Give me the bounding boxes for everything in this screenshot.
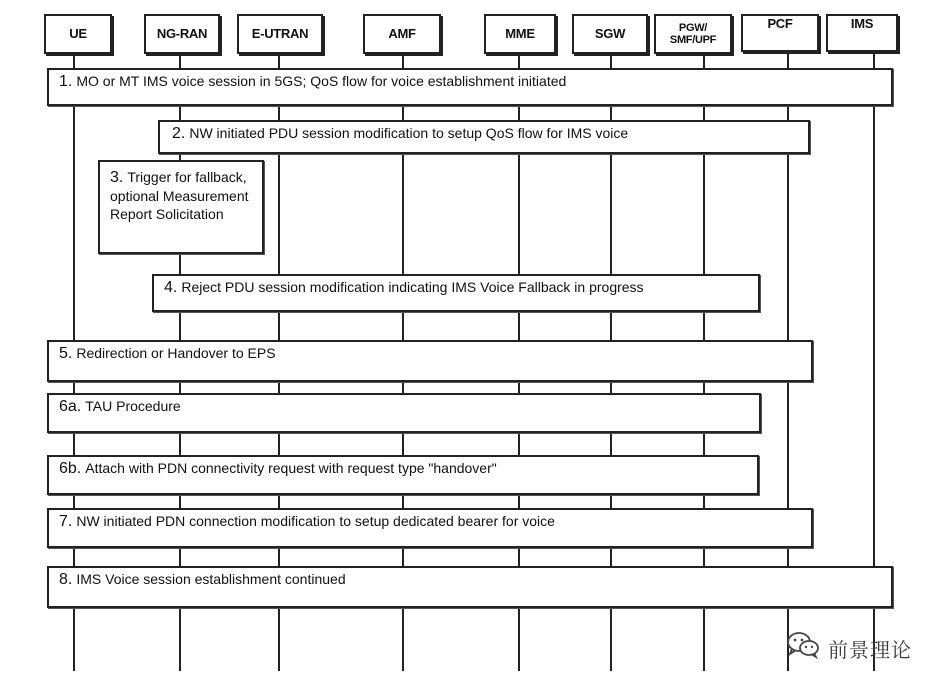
step-2 [158, 120, 810, 154]
step-6b [47, 455, 759, 495]
entity-mme-label: MME [505, 26, 535, 41]
step-number: 5. [59, 345, 73, 362]
step-number: 6a. [59, 398, 82, 415]
entity-ims [826, 14, 898, 52]
step-number: 7. [59, 513, 73, 530]
watermark [786, 631, 912, 665]
step-5 [47, 340, 813, 382]
entity-pcf-label: PCF [767, 16, 793, 31]
step-number: 8. [59, 571, 73, 588]
step-4 [152, 274, 760, 312]
entity-sgw [572, 14, 648, 54]
watermark-text: 前景理论 [828, 639, 912, 662]
step-text: TAU Procedure [85, 398, 181, 414]
step-text: MO or MT IMS voice session in 5GS; QoS flow for voice establishment initiated [76, 73, 567, 89]
step-number: 3. [110, 169, 124, 186]
step-number: 6b. [59, 460, 82, 477]
step-number: 1. [59, 73, 73, 90]
step-3 [98, 160, 264, 254]
entity-eutran [237, 14, 323, 54]
entity-pcf [741, 14, 819, 52]
entity-eutran-label: E-UTRAN [251, 26, 309, 41]
entity-ims-label: IMS [850, 16, 874, 31]
entity-ue [44, 14, 112, 54]
step-text: Redirection or Handover to EPS [76, 345, 276, 361]
step-text: IMS Voice session establishment continued [76, 571, 346, 587]
step-7 [47, 508, 813, 548]
entity-amf-label: AMF [388, 26, 416, 41]
step-number: 2. [172, 125, 186, 142]
entity-mme [484, 14, 556, 54]
entity-ngran [144, 14, 220, 54]
entity-ngran-label: NG-RAN [156, 26, 208, 41]
step-text: Attach with PDN connectivity request with request type "handover" [85, 460, 497, 476]
step-text: NW initiated PDU session modification to setup QoS flow for IMS voice [189, 125, 629, 141]
entity-amf [363, 14, 441, 54]
entity-sgw-label: SGW [594, 26, 626, 41]
step-1 [47, 68, 893, 106]
step-number: 4. [164, 279, 178, 296]
step-text: Trigger for fallback, optional Measurement Report Solicitation [110, 169, 249, 222]
entity-pgw [654, 14, 732, 54]
entity-pgw-label: PGW/ SMF/UPF [669, 22, 717, 46]
step-6a [47, 393, 761, 433]
step-text: Reject PDU session modification indicating IMS Voice Fallback in progress [181, 279, 644, 295]
entity-ue-label: UE [69, 26, 87, 41]
step-text: NW initiated PDN connection modification to setup dedicated bearer for voice [76, 513, 555, 529]
step-8 [47, 566, 893, 608]
wechat-icon [786, 631, 820, 665]
